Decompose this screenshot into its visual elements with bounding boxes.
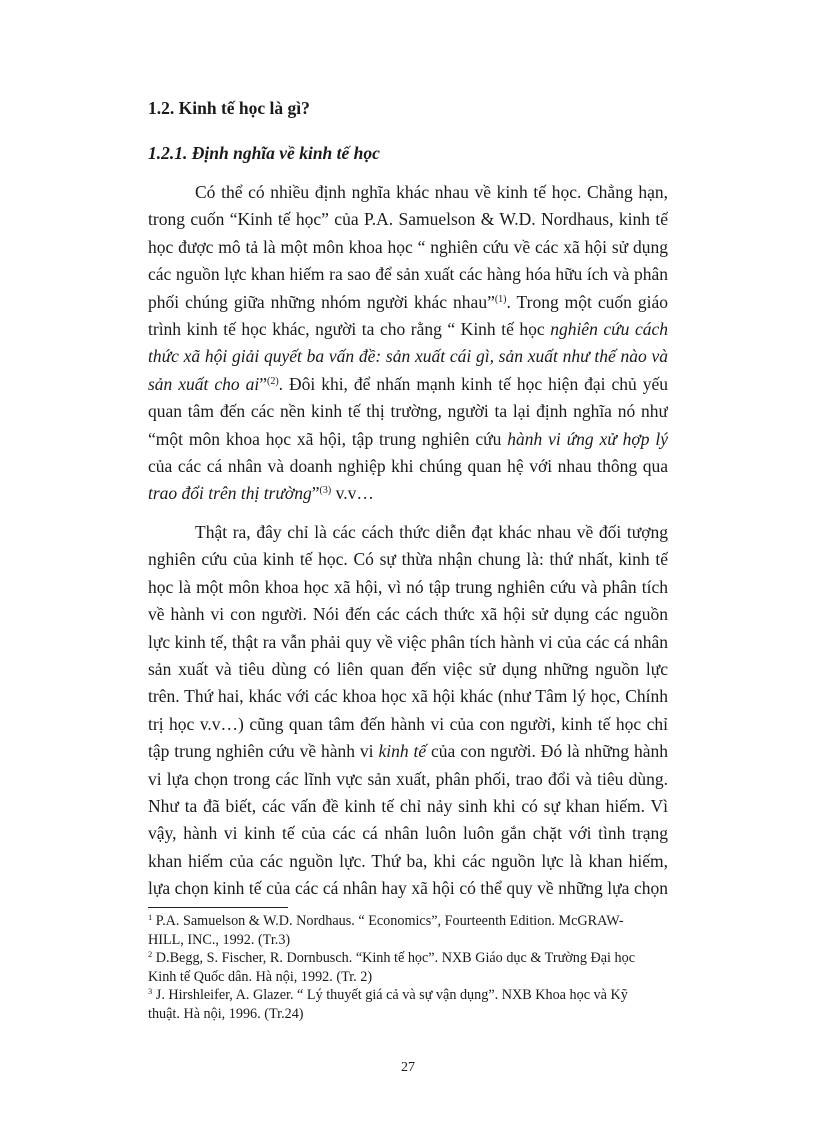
page-number: 27 (401, 1060, 415, 1075)
footnote-1: $^1$ P.A. Samuelson & W.D. Nordhaus. “ Economics”, Fourteenth Edition. McGRAW- HILL, INC., 1992. (Tr.3) (148, 912, 624, 948)
paragraph-definitions (148, 179, 668, 508)
text-line: về hành vi con người. Nói đến các cách thức xã hội sử dụng các nguồn (148, 604, 668, 625)
text-line: trên. Thứ hai, khác với các khoa học xã hội khác (như Tâm lý học, Chính (148, 686, 668, 707)
footnote-3: $^3$ J. Hirshleifer, A. Glazer. “ Lý thuyết giá cả và sự vận dụng”. NXB Khoa học và Kỹ thuật. Hà nội, 1996. (Tr.24) (148, 986, 628, 1022)
footnotes (148, 912, 668, 1023)
text-line: phối chúng giữa những nhóm người khác nhau”$^{(1)}$. Trong một cuốn giáo (148, 291, 668, 312)
text-line: các nguồn lực khan hiếm ra sao để sản xuất các hàng hóa hữu ích và phân (148, 264, 668, 285)
subsection-heading: 1.2.1. Định nghĩa về kinh tế học (148, 143, 380, 163)
section-heading: 1.2. Kinh tế học là gì? (148, 98, 310, 118)
text-line: lực kinh tế, thật ra vẫn phải quy về việc phân tích hành vi của các cá nhân (148, 631, 668, 652)
footnote-2: $^2$ D.Begg, S. Fischer, R. Dornbusch. “Kinh tế học”. NXB Giáo dục & Trường Đại học Kinh tế Quốc dân. Hà nội, 1992. (Tr. 2) (148, 949, 636, 985)
text-line: quan tâm đến các nền kinh tế thị trường, người ta lại định nghĩa nó như (148, 401, 668, 422)
footnote-ref-1: (1) (494, 293, 507, 305)
text-line: vậy, hành vi kinh tế của các cá nhân luôn luôn gắn chặt với tình trạng (148, 823, 668, 844)
text-line: trình kinh tế học khác, người ta cho rằng “ Kinh tế học nghiên cứu cách (148, 318, 668, 339)
text-line: sản xuất và tiêu dùng có liên quan đến việc sử dụng những nguồn lực (148, 658, 668, 679)
text-line: tập trung nghiên cứu về hành vi kinh tế của con người. Đó là những hành (148, 741, 668, 762)
text-line: học được mô tả là một môn khoa học “ nghiên cứu về các xã hội sử dụng (148, 236, 668, 257)
footnote-ref-3: (3) (319, 485, 332, 497)
paragraph-analysis (148, 519, 668, 902)
footnote-ref-2: (2) (266, 375, 279, 387)
text-line: thức xã hội giải quyết ba vấn đề: sản xuất cái gì, sản xuất như thế nào và (148, 346, 668, 367)
text-line: lựa chọn kinh tế của các cá nhân hay xã hội có thể quy về những lựa chọn (148, 878, 668, 899)
text-line: học là một môn khoa học xã hội, vì nó tập trung nghiên cứu và phân tích (148, 576, 668, 597)
text-line: Có thể có nhiều định nghĩa khác nhau về kinh tế học. Chẳng hạn, (195, 182, 668, 202)
text-line: vi lựa chọn trong các lĩnh vực sản xuất, phân phối, trao đổi và tiêu dùng. (148, 768, 668, 789)
text-line: của các cá nhân và doanh nghiệp khi chúng quan hệ với nhau thông qua (148, 455, 668, 476)
text-line: trị học v.v…) cũng quan tâm đến hành vi của con người, kinh tế học chỉ (148, 713, 668, 734)
text-line: trao đổi trên thị trường”$^{(3)}$ v.v… (148, 483, 374, 504)
text-line: sản xuất cho ai”$^{(2)}$. Đôi khi, để nhấn mạnh kinh tế học hiện đại chủ yếu (148, 373, 668, 394)
text-line: trong cuốn “Kinh tế học” của P.A. Samuelson & W.D. Nordhaus, kinh tế (148, 209, 668, 230)
text-line: khan hiếm của các nguồn lực. Thứ ba, khi các nguồn lực là khan hiếm, (148, 850, 668, 871)
footnote-divider (148, 907, 288, 908)
text-line: Như ta đã biết, các vấn đề kinh tế chỉ nảy sinh khi có sự khan hiếm. Vì (148, 795, 668, 816)
text-line: “một môn khoa học xã hội, tập trung nghiên cứu hành vi ứng xử hợp lý (148, 428, 668, 449)
text-line: nghiên cứu của kinh tế học. Có sự thừa nhận chung là: thứ nhất, kinh tế (148, 549, 668, 570)
text-line: Thật ra, đây chỉ là các cách thức diễn đạt khác nhau về đối tượng (195, 522, 668, 542)
